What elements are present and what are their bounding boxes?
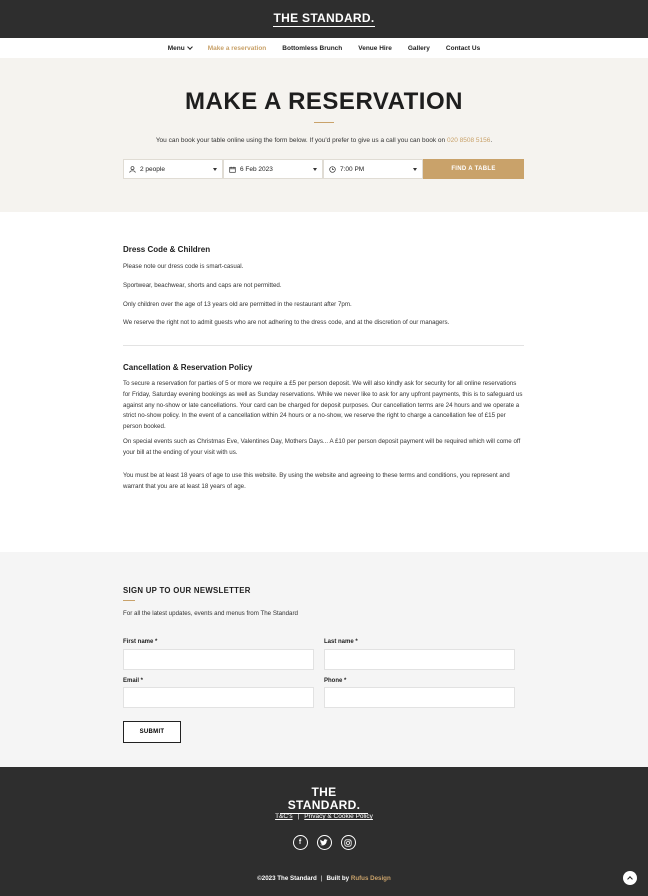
- newsletter-accent-line: [123, 600, 135, 601]
- chevron-up-icon: [627, 876, 633, 882]
- dress-code-text-3: Only children over the age of 13 years old are permitted in the restaurant after 7pm.: [123, 301, 352, 308]
- time-select[interactable]: 7:00 PM: [323, 159, 423, 179]
- twitter-icon[interactable]: [317, 835, 332, 850]
- newsletter-heading: SIGN UP TO OUR NEWSLETTER: [123, 586, 251, 595]
- top-bar: [0, 0, 648, 38]
- submit-button[interactable]: SUBMIT: [123, 721, 181, 743]
- main-nav: [0, 38, 648, 58]
- newsletter-subtitle: For all the latest updates, events and menus from The Standard: [123, 610, 298, 617]
- reservation-hero: [0, 58, 648, 212]
- first-name-label: First name *: [123, 639, 158, 645]
- instagram-icon[interactable]: [341, 835, 356, 850]
- date-select[interactable]: 6 Feb 2023: [223, 159, 323, 179]
- footer-links: T&C's | Privacy & Cookie Policy: [275, 813, 373, 820]
- party-size-select[interactable]: 2 people: [123, 159, 223, 179]
- nav-item-make-a-reservation[interactable]: Make a reservation: [207, 44, 267, 52]
- phone-label: Phone *: [324, 678, 347, 684]
- newsletter-section: [0, 552, 648, 767]
- caret-down-icon: [413, 168, 417, 171]
- privacy-link[interactable]: Privacy & Cookie Policy: [304, 813, 373, 820]
- phone-input[interactable]: [324, 687, 515, 708]
- cancellation-heading: Cancellation & Reservation Policy: [123, 363, 253, 372]
- dress-code-heading: Dress Code & Children: [123, 245, 211, 254]
- back-to-top-button[interactable]: [623, 871, 637, 885]
- first-name-input[interactable]: [123, 649, 314, 670]
- dress-code-text-2: Sportwear, beachwear, shorts and caps are not permitted.: [123, 282, 282, 289]
- site-footer: [0, 767, 648, 896]
- rufus-design-link[interactable]: Rufus Design: [350, 875, 391, 882]
- person-icon: [129, 166, 136, 173]
- nav-item-menu[interactable]: Menu: [168, 45, 192, 52]
- cancellation-text-1: To secure a reservation for parties of 5 or more we require a £5 per person deposit. We will also kindly ask for security for all online reservations for Friday, Saturday evening bookings as well as Sunday reservations. While we never like to ask for any upfront payments, this is to safeguard us against any no-show or late cancellations. Your card can be charged for deposit purposes. Our cancellation terms are 24 hours and we operate a strict no-show policy. In the event of a cancellation within 24 hours or a no-show, we reserve the right to charge a cancellation fee of £15 per person booked.: [123, 380, 523, 431]
- last-name-label: Last name *: [324, 639, 358, 645]
- chevron-down-icon: [187, 44, 193, 50]
- cancellation-text-2: On special events such as Christmas Eve, Valentines Day, Mothers Days... A £10 per person deposit payment will be required which will come off your bill at the ending of your visit with us.: [123, 438, 521, 456]
- calendar-icon: [229, 166, 236, 173]
- dress-code-text-4: We reserve the right not to admit guests who are not adhering to the dress code, and at the discretion of our managers.: [123, 319, 450, 326]
- email-input[interactable]: [123, 687, 314, 708]
- dress-code-text-1: Please note our dress code is smart-casual.: [123, 263, 244, 270]
- nav-item-bottomless-brunch[interactable]: Bottomless Brunch: [282, 44, 343, 52]
- find-a-table-button[interactable]: FIND A TABLE: [423, 159, 524, 179]
- footer-logo[interactable]: THE STANDARD.: [280, 786, 368, 814]
- page-title: MAKE A RESERVATION: [185, 88, 463, 115]
- terms-link[interactable]: T&C's: [275, 813, 293, 820]
- social-links: [0, 835, 648, 850]
- nav-item-gallery[interactable]: Gallery: [407, 44, 430, 52]
- reservation-intro: You can book your table online using the form below. If you'd prefer to give us a call you can book on 020 8508 5156.: [155, 137, 493, 144]
- section-divider: [123, 345, 524, 346]
- facebook-icon[interactable]: f: [293, 835, 308, 850]
- clock-icon: [329, 166, 336, 173]
- cancellation-text-3: You must be at least 18 years of age to use this website. By using the website and agreeing to these terms and conditions, you represent and warrant that you are at least 18 years of age.: [123, 472, 510, 490]
- copyright: ©2023 The Standard | Built by Rufus Design: [257, 875, 391, 882]
- booking-form: [123, 159, 524, 179]
- email-label: Email *: [123, 678, 144, 684]
- nav-item-contact-us[interactable]: Contact Us: [445, 44, 481, 52]
- policies-section: [0, 212, 648, 552]
- phone-link[interactable]: 020 8508 5156: [446, 137, 491, 144]
- nav-item-venue-hire[interactable]: Venue Hire: [358, 44, 392, 52]
- site-logo[interactable]: THE STANDARD.: [273, 10, 375, 25]
- title-accent-line: [314, 122, 334, 123]
- last-name-input[interactable]: [324, 649, 515, 670]
- caret-down-icon: [213, 168, 217, 171]
- caret-down-icon: [313, 168, 317, 171]
